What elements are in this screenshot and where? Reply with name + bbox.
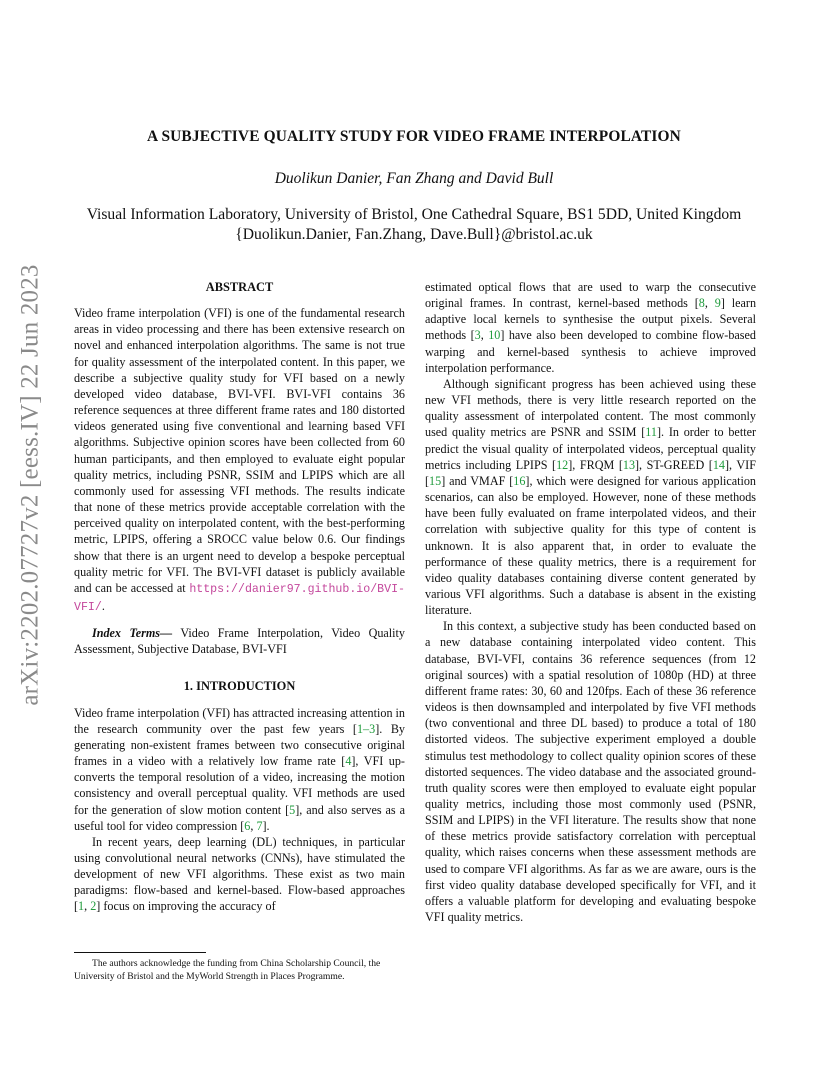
affiliation: Visual Information Laboratory, University of Bristol, One Cathedral Square, BS1 5DD, United Kingdom	[86, 206, 742, 223]
paper-authors: Duolikun Danier, Fan Zhang and David Bull	[274, 170, 554, 187]
paragraph-text: ] and VMAF [	[441, 473, 514, 488]
citation-link[interactable]: 2	[90, 899, 97, 914]
paragraph-text: ]. In order to better predict the visual quality of interpolated videos, perceptual quality metrics including LPIPS [	[425, 425, 756, 472]
intro-paragraph-2-continued	[425, 279, 756, 376]
arxiv-identifier-sidebar	[8, 264, 54, 706]
paragraph-text: ,	[704, 296, 715, 311]
citation-link[interactable]: 14	[712, 457, 725, 472]
paragraph-text: ].	[262, 818, 270, 833]
citation-link[interactable]: 8	[698, 296, 705, 311]
citation-link[interactable]: 6	[244, 818, 251, 833]
introduction-heading: 1. INTRODUCTION	[183, 679, 296, 694]
paragraph-text: ] focus on improving the accuracy of	[96, 899, 276, 914]
citation-link[interactable]: 1–3	[356, 721, 376, 736]
citation-link[interactable]: 16	[513, 473, 526, 488]
abstract-heading: ABSTRACT	[205, 280, 274, 294]
dataset-url-link[interactable]: https://danier97.github.io/BVI-VFI/	[74, 582, 405, 614]
footnote-rule	[74, 952, 206, 953]
footnote-text: The authors acknowledge the funding from China Scholarship Council, the University of Bristol and the MyWorld Strength in Places Programme.	[74, 958, 381, 982]
paragraph-text: ] have also been developed to combine flow-based warping and kernel-based synthesis to achieve improved interpolation performance.	[425, 328, 756, 375]
intro-paragraph-2	[74, 834, 405, 915]
paragraph-text: ] learn adaptive local kernels to synthesise the output pixels. Several methods [	[425, 296, 757, 343]
citation-link[interactable]: 10	[488, 328, 501, 343]
right-column	[425, 279, 756, 925]
index-terms	[74, 625, 405, 657]
footnote	[74, 952, 405, 983]
citation-link[interactable]: 1	[78, 899, 85, 914]
citation-link[interactable]: 11	[645, 425, 657, 440]
affiliation-block	[0, 205, 828, 245]
abstract-body	[74, 305, 405, 616]
index-terms-text: Video Frame Interpolation, Video Quality Assessment, Subjective Database, BVI-VFI	[74, 626, 405, 657]
paragraph-text: ,	[250, 818, 257, 833]
paragraph-text: estimated optical flows that are used to warp the consecutive original frames. In contrast, kernel-based methods [	[425, 280, 756, 311]
paragraph-text: ], VIF [	[425, 457, 756, 488]
citation-link[interactable]: 3	[474, 328, 481, 343]
paragraph-text: ], VFI up-converts the temporal resolution of a video, increasing the motion consistency and overall perceptual quality. VFI methods are used for the generation of slow motion content [	[74, 754, 405, 817]
left-column	[74, 279, 405, 915]
paragraph-text: ], and also serves as a useful tool for video compression [	[74, 802, 405, 833]
paragraph-text: ,	[84, 899, 91, 914]
author-emails: {Duolikun.Danier, Fan.Zhang, Dave.Bull}@bristol.ac.uk	[235, 226, 593, 243]
citation-link[interactable]: 15	[429, 473, 442, 488]
abstract-end: .	[101, 598, 105, 613]
paragraph-text: ,	[480, 328, 489, 343]
citation-link[interactable]: 9	[714, 296, 721, 311]
intro-paragraph-4: In this context, a subjective study has been conducted based on a new database containing interpolated video content. This database, BVI-VFI, contains 36 reference sequences (from 12 original sources) with a spatial resolution of 1080p (HD) at three different frame rates: 30, 60 and 120fps. Each of these 36 reference videos is then downsampled and interpolated by five VFI methods (two conventional and three DL based) to produce a total of 180 distorted videos. The subjective experiment employed a double stimulus test methodology to collect quality opinion scores of these distorted sequences. The video database and the associated ground-truth quality scores were then employed to evaluate eight popular quality metrics, including those most commonly used (PSNR, SSIM and LPIPS) in the VFI literature. The results show that none of these metrics provide satisfactory correlation with perceptual quality, which raises concerns when these assessment methods are used to compare VFI algorithms. As far as we are aware, ours is the first video quality database developed specifically for VFI, and it offers a valuable platform for developing and evaluating bespoke VFI quality metrics.	[425, 619, 756, 925]
citation-link[interactable]: 7	[256, 818, 263, 833]
paragraph-text: Although significant progress has been achieved using these new VFI methods, there is very little research reported on the quality assessment of interpolated content. The most commonly used quality metrics are PSNR and SSIM [	[425, 376, 756, 440]
paragraph-text: ], FRQM [	[568, 457, 623, 472]
citation-link[interactable]: 12	[556, 457, 569, 472]
paragraph-text: ], ST-GREED [	[635, 457, 713, 472]
paragraph-text: Video frame interpolation (VFI) has attracted increasing attention in the research community over the past few years [	[74, 705, 405, 736]
paragraph-text: ], which were designed for various application scenarios, can also be employed. However, none of these methods have been fully evaluated on frame interpolated videos, and their correlation with subjective quality for this type of content is unknown. It is also apparent that, in order to evaluate the performance of these quality metrics, there is a requirement for video quality databases containing diverse content generated by various VFI algorithms. Such a database is absent in the existing literature.	[425, 473, 756, 618]
arxiv-identifier: arXiv:2202.07727v2 [eess.IV] 22 Jun 2023	[17, 264, 44, 706]
citation-link[interactable]: 5	[289, 802, 296, 817]
intro-paragraph-1	[74, 705, 405, 834]
intro-paragraph-3	[425, 376, 756, 618]
citation-link[interactable]: 13	[622, 457, 636, 472]
paragraph-text: ]. By generating non-existent frames between two consecutive original frames in a video with a relatively low frame rate [	[74, 721, 406, 769]
paragraph-text: In recent years, deep learning (DL) techniques, in particular using convolutional neural networks (CNNs), have stimulated the development of new VFI algorithms. These exist as two main paradigms: flow-based and kernel-based. Flow-based approaches [	[74, 834, 405, 914]
citation-link[interactable]: 4	[345, 754, 352, 769]
abstract-text: Video frame interpolation (VFI) is one of the fundamental research areas in video processing and there has been extensive research on novel and enhanced interpolation algorithms. The same is not true for quality assessment of the interpolated content. In this paper, we describe a subjective quality study for VFI based on a newly developed video database, BVI-VFI. BVI-VFI contains 36 reference sequences at three different frame rates and 180 distorted videos generated using five conventional and learning based VFI algorithms. Subjective opinion scores have been collected from 60 human participants, and then employed to evaluate eight popular quality metrics, including PSNR, SSIM and LPIPS which are all commonly used for assessing VFI methods. The results indicate that none of these metrics provide acceptable correlation with the perceived quality on interpolated content, with the best-performing metric, LPIPS, offering a SROCC value below 0.6. Our findings show that there is an urgent need to develop a bespoke perceptual quality metric for VFI. The BVI-VFI dataset is publicly available and can be accessed at	[74, 306, 405, 595]
paper-title: A SUBJECTIVE QUALITY STUDY FOR VIDEO FRAME INTERPOLATION	[147, 128, 681, 145]
index-terms-label: Index Terms—	[92, 626, 173, 641]
